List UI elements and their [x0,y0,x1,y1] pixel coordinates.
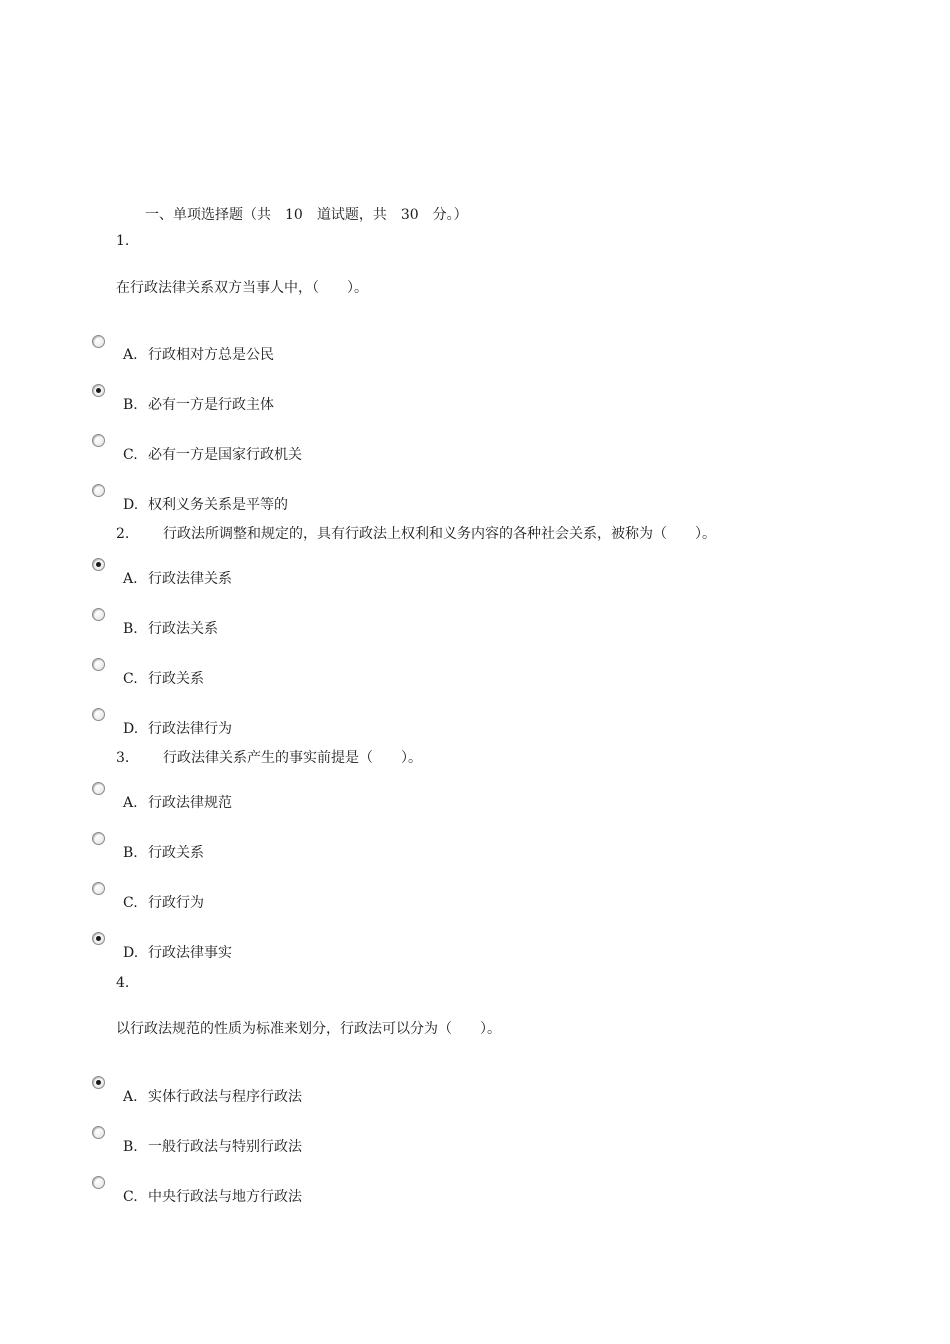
question-4-text: 以行政法规范的性质为标准来划分，行政法可以分为（ ）。 [116,1021,501,1037]
q3-option-b-letter: B. [123,845,138,861]
q2-option-d-radio[interactable] [92,708,105,721]
q2-option-a-letter: A. [123,571,138,587]
question-3-text: 行政法律关系产生的事实前提是（ ）。 [163,750,422,766]
q3-option-a-letter: A. [123,795,138,811]
q4-option-b-radio[interactable] [92,1126,105,1139]
question-1-text: 在行政法律关系双方当事人中，（ ）。 [116,280,368,296]
q1-option-d-label: 权利义务关系是平等的 [148,497,288,513]
question-1-number: 1. [116,233,130,249]
q1-option-b-letter: B. [123,397,138,413]
q4-option-b-label: 一般行政法与特别行政法 [148,1139,302,1155]
q2-option-a-label: 行政法律关系 [148,571,232,587]
q2-option-d-letter: D. [123,721,139,737]
q3-option-b-radio[interactable] [92,832,105,845]
q4-option-a-radio[interactable] [92,1076,105,1089]
q2-option-d-label: 行政法律行为 [148,721,232,737]
q1-option-a-letter: A. [123,347,138,363]
q1-option-b-label: 必有一方是行政主体 [148,397,274,413]
q1-option-a-radio[interactable] [92,335,105,348]
q4-option-c-label: 中央行政法与地方行政法 [148,1189,302,1205]
q3-option-b-label: 行政关系 [148,845,204,861]
q3-option-a-label: 行政法律规范 [148,795,232,811]
question-3-number: 3. [116,750,130,766]
q2-option-a-radio[interactable] [92,558,105,571]
q1-option-c-letter: C. [123,447,138,463]
q3-option-a-radio[interactable] [92,782,105,795]
q1-option-a-label: 行政相对方总是公民 [148,347,274,363]
q3-option-d-radio[interactable] [92,932,105,945]
q2-option-b-label: 行政法关系 [148,621,218,637]
q4-option-c-letter: C. [123,1189,138,1205]
q4-option-c-radio[interactable] [92,1176,105,1189]
q4-option-b-letter: B. [123,1139,138,1155]
q3-option-c-letter: C. [123,895,138,911]
q1-option-d-radio[interactable] [92,484,105,497]
q2-option-b-letter: B. [123,621,138,637]
q1-option-d-letter: D. [123,497,139,513]
q1-option-b-radio[interactable] [92,384,105,397]
question-4-number: 4. [116,975,130,991]
q3-option-c-label: 行政行为 [148,895,204,911]
q4-option-a-letter: A. [123,1089,138,1105]
q1-option-c-radio[interactable] [92,434,105,447]
q2-option-c-label: 行政关系 [148,671,204,687]
q4-option-a-label: 实体行政法与程序行政法 [148,1089,302,1105]
question-2-number: 2. [116,526,130,542]
q1-option-c-label: 必有一方是国家行政机关 [148,447,302,463]
q3-option-c-radio[interactable] [92,882,105,895]
q2-option-b-radio[interactable] [92,608,105,621]
q2-option-c-letter: C. [123,671,138,687]
q3-option-d-label: 行政法律事实 [148,945,232,961]
q2-option-c-radio[interactable] [92,658,105,671]
question-2-text: 行政法所调整和规定的，具有行政法上权利和义务内容的各种社会关系，被称为（ ）。 [163,526,716,542]
section-title: 一、单项选择题（共 10 道试题，共 30 分。） [145,207,468,223]
q3-option-d-letter: D. [123,945,139,961]
